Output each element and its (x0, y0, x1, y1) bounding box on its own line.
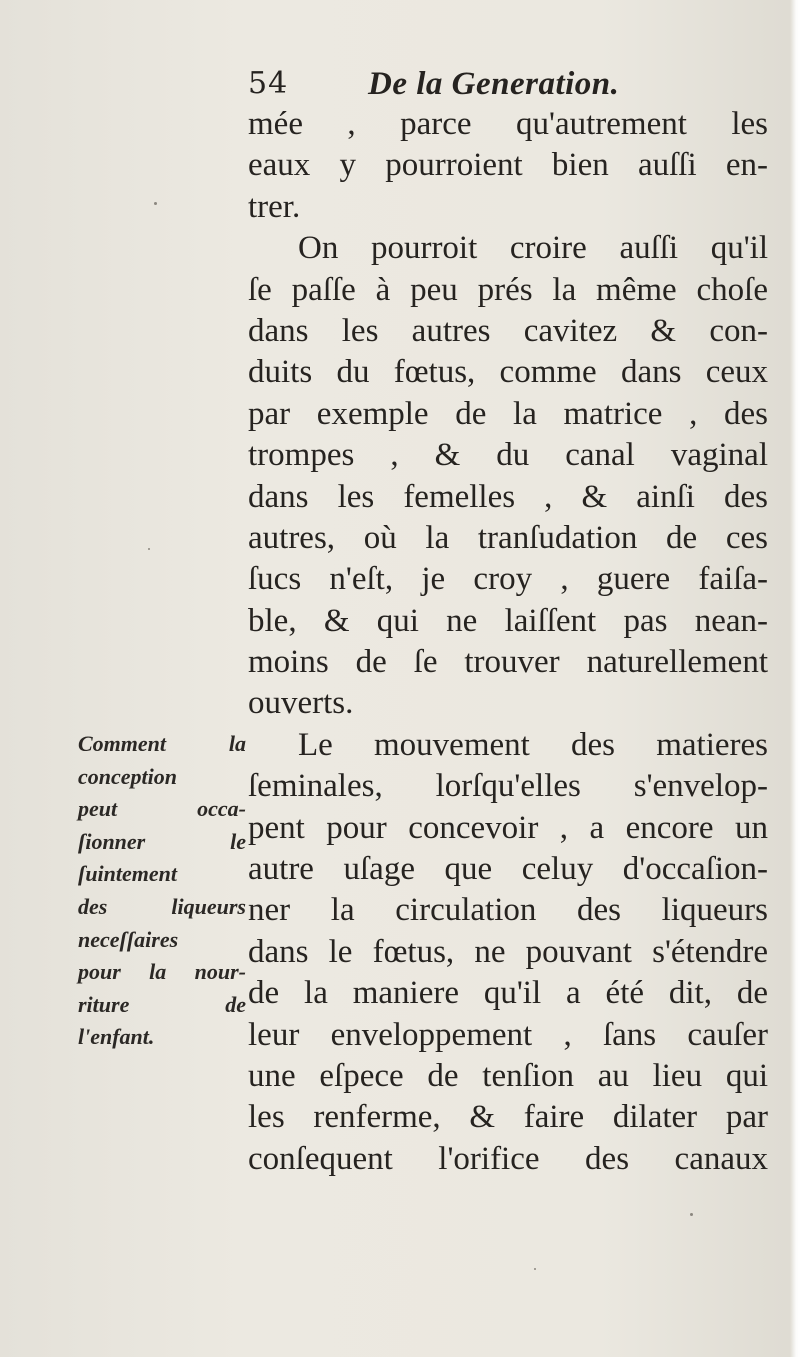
margin-note-line: peut occa- (78, 796, 246, 822)
paper-speck (148, 548, 150, 550)
text-line: Le mouvement des matieres (298, 726, 768, 763)
text-line: moins de ſe trouver naturellement (248, 644, 768, 681)
text-line: ner la circulation des liqueurs (248, 892, 768, 929)
page-header (248, 64, 768, 108)
text-line: autres, où la tranſudation de ces (248, 519, 768, 556)
page-number: 54 (248, 66, 289, 101)
margin-note-line: ſionner le (78, 828, 246, 854)
text-line: de la maniere qu'il a été dit, de (248, 975, 768, 1012)
text-line: ble, & qui ne laiſſent pas nean- (248, 602, 768, 639)
text-line: dans les femelles , & ainſi des (248, 478, 768, 515)
margin-note-line: des liqueurs (78, 893, 246, 919)
margin-note-line: Comment la (78, 731, 246, 756)
text-line: ſucs n'eſt, je croy , guere faiſa- (248, 561, 768, 598)
text-line: une eſpece de tenſion au lieu qui (248, 1057, 768, 1094)
text-line: trer. (248, 188, 301, 225)
text-line: leur enveloppement , ſans cauſer (248, 1016, 768, 1053)
margin-note (78, 728, 246, 1054)
text-line: ouverts. (248, 685, 354, 722)
text-line: pent pour concevoir , a encore un (248, 809, 768, 846)
running-title: De la Generation. (368, 66, 620, 102)
text-line: par exemple de la matrice , des (248, 395, 768, 432)
body-text (248, 104, 768, 1180)
paper-speck (690, 1213, 693, 1216)
margin-note-line: ſuintement (78, 861, 178, 887)
paper-speck (154, 202, 157, 205)
text-line: dans les autres cavitez & con- (248, 312, 768, 349)
page-edge (790, 0, 800, 1357)
text-line: ſe paſſe à peu prés la même choſe (248, 271, 768, 308)
margin-note-line: riture de (78, 991, 246, 1017)
text-line: On pourroit croire auſſi qu'il (298, 230, 768, 267)
margin-note-line: l'enfant. (78, 1024, 155, 1050)
text-line: ſeminales, lorſqu'elles s'envelop- (248, 768, 768, 805)
text-line: les renferme, & faire dilater par (248, 1099, 768, 1136)
text-line: duits du fœtus, comme dans ceux (248, 354, 768, 391)
text-line: conſequent l'orifice des canaux (248, 1140, 768, 1177)
text-line: dans le fœtus, ne pouvant s'étendre (248, 933, 768, 970)
text-line: trompes , & du canal vaginal (248, 437, 768, 474)
text-line: eaux y pourroient bien auſſi en- (248, 147, 768, 184)
text-line: autre uſage que celuy d'occaſion- (248, 851, 768, 888)
margin-note-line: pour la nour- (78, 959, 246, 985)
margin-note-line: neceſſaires (78, 926, 179, 952)
paper-speck (534, 1268, 536, 1270)
text-line: mée , parce qu'autrement les (248, 106, 768, 142)
margin-note-line: conception (78, 763, 177, 789)
